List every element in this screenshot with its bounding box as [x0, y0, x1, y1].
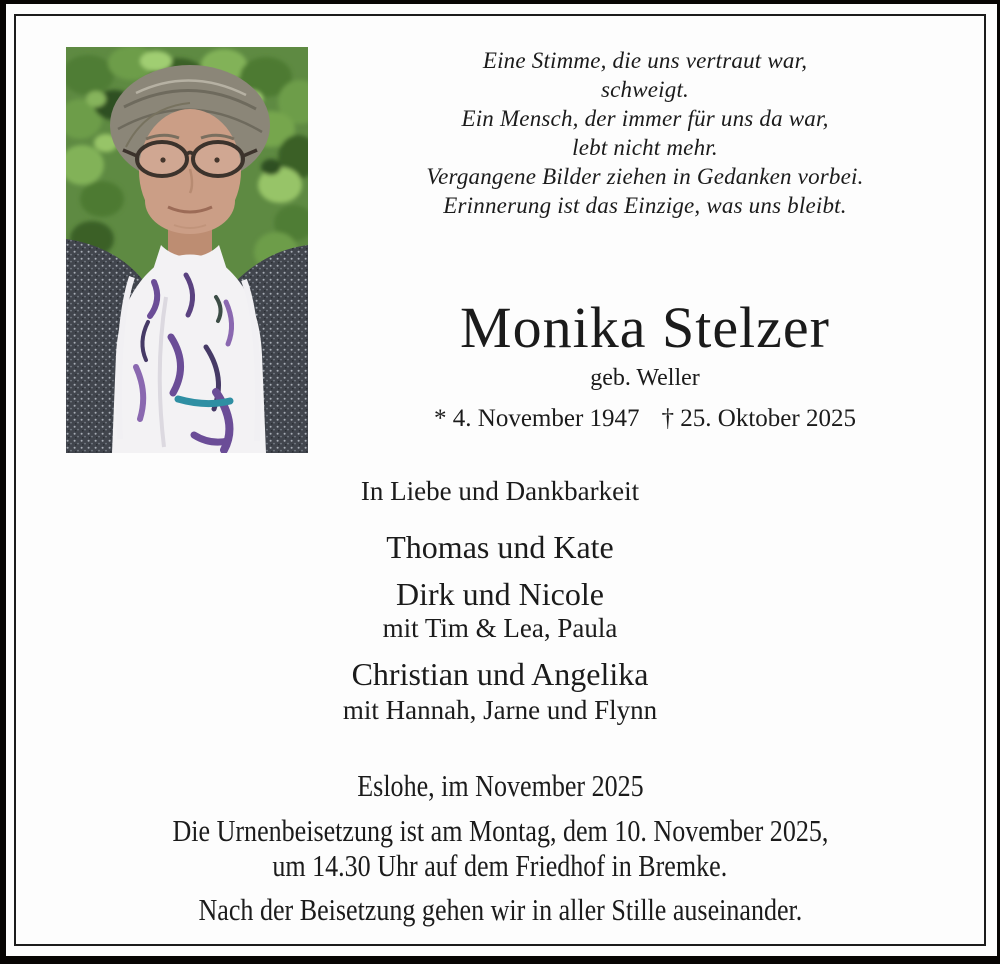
family-entry-names: Dirk und Nicole — [396, 576, 604, 612]
family-entry-names: Thomas und Kate — [386, 529, 614, 565]
death-date: † 25. Oktober 2025 — [661, 405, 856, 432]
verse-line: Vergangene Bilder ziehen in Gedanken vorbei. — [426, 164, 864, 189]
verse-line: Eine Stimme, die uns vertraut war, — [482, 48, 808, 73]
verse-line: Erinnerung ist das Einzige, was uns bleibt. — [443, 193, 847, 218]
deceased-name: Monika Stelzer — [460, 295, 830, 360]
family-entry-children: mit Tim & Lea, Paula — [382, 613, 618, 643]
portrait-photo — [66, 47, 308, 453]
life-dates — [320, 402, 970, 436]
family-intro: In Liebe und Dankbarkeit — [360, 476, 640, 506]
verse-line: lebt nicht mehr. — [572, 135, 718, 160]
maiden-name: geb. Weller — [590, 365, 700, 391]
family-entry-children: mit Hannah, Jarne und Flynn — [342, 695, 658, 725]
place-date-line: Eslohe, im November 2025 — [356, 768, 644, 803]
burial-info-line-2: um 14.30 Uhr auf dem Friedhof in Bremke. — [272, 848, 728, 883]
burial-info-line-1: Die Urnenbeisetzung ist am Montag, dem 10. November 2025, — [172, 813, 828, 848]
birth-date: * 4. November 1947 — [434, 405, 640, 432]
verse-block — [320, 46, 970, 220]
verse-line: schweigt. — [600, 77, 690, 102]
family-entry-names: Christian und Angelika — [351, 656, 649, 692]
closing-line: Nach der Beisetzung gehen wir in aller Stille auseinander. — [198, 892, 802, 927]
verse-line: Ein Mensch, der immer für uns da war, — [461, 106, 829, 131]
obituary-sheet — [6, 4, 997, 956]
